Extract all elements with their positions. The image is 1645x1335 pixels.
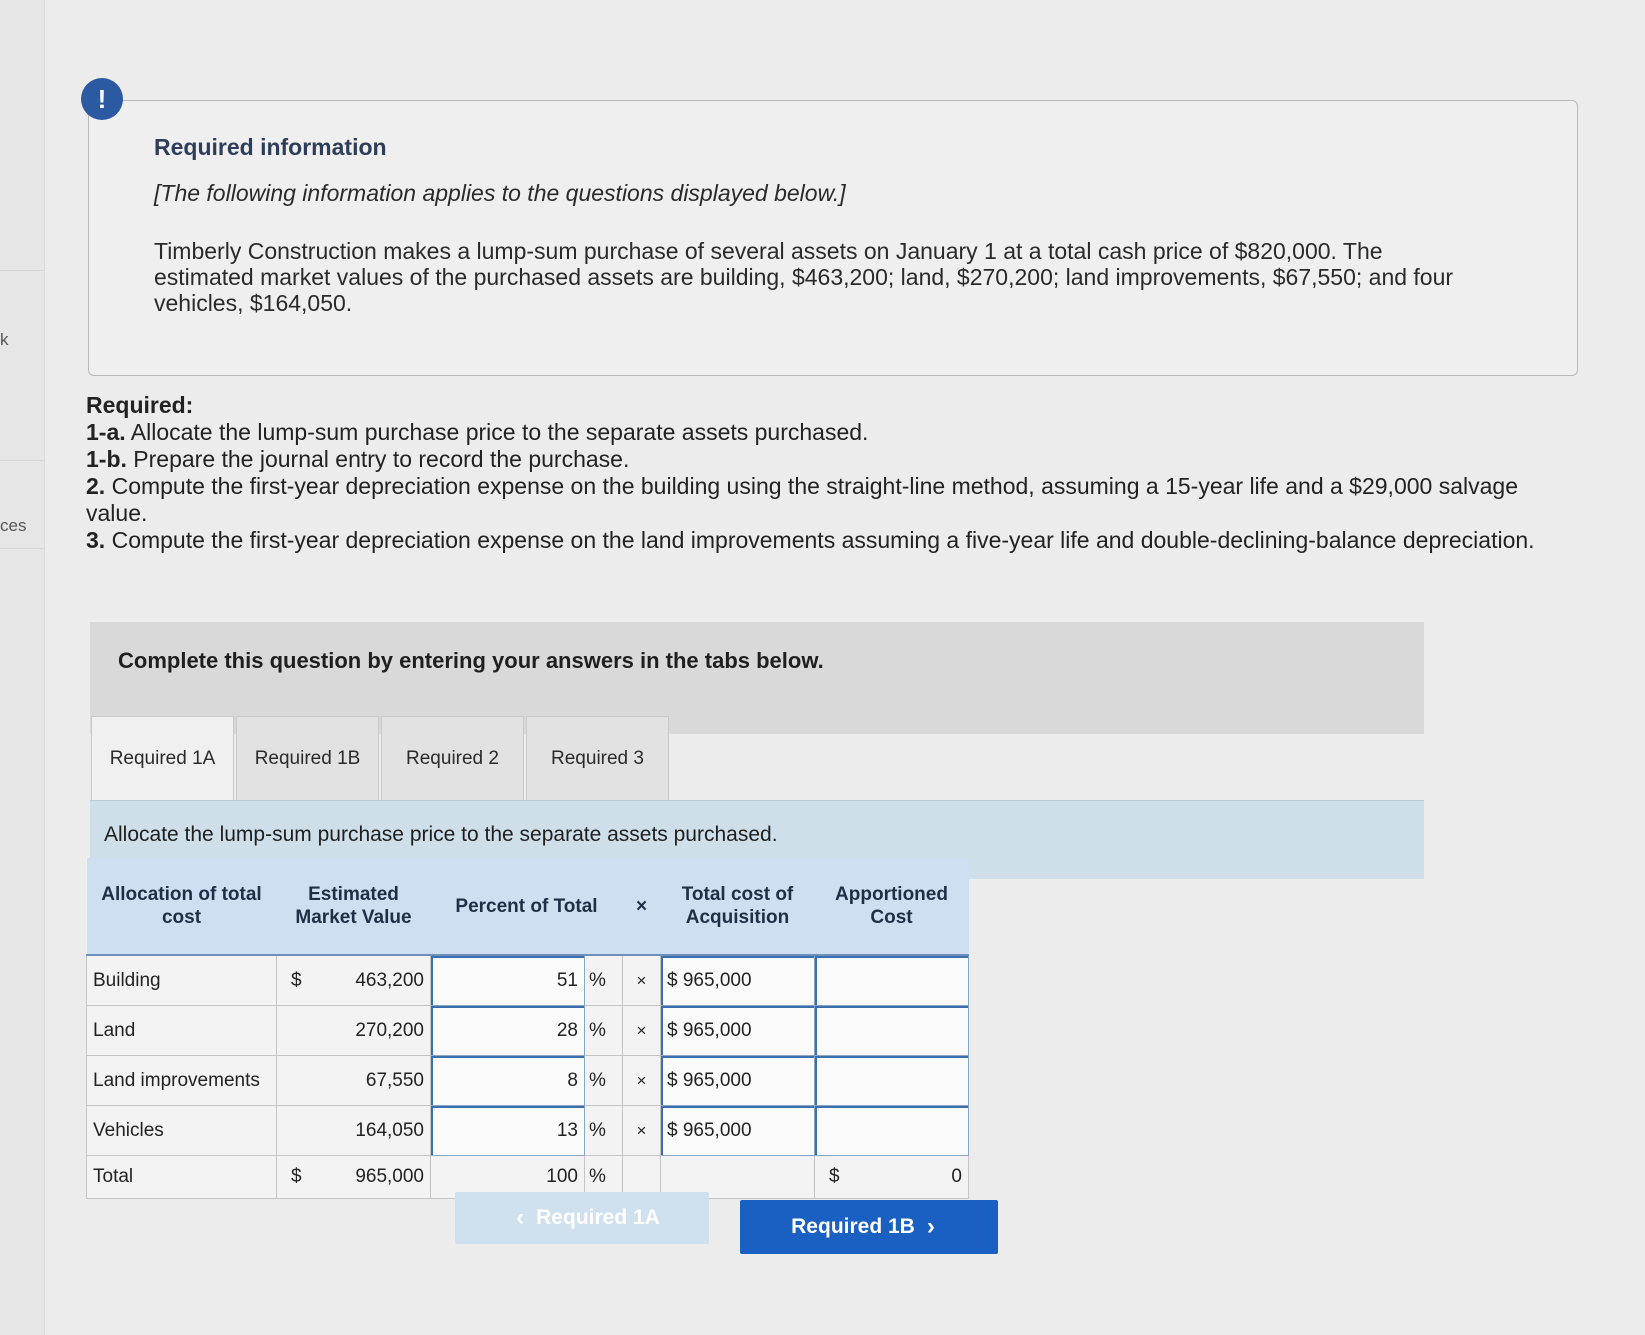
required-item-number: 2. xyxy=(86,473,106,499)
header-apportioned: Apportioned Cost xyxy=(815,858,969,955)
required-list xyxy=(86,392,1566,554)
percent-sign: % xyxy=(585,1156,623,1199)
info-subtitle: [The following information applies to the questions displayed below.] xyxy=(154,180,846,206)
tab-required-3[interactable]: Required 3 xyxy=(526,716,669,800)
left-edge-sidebar xyxy=(0,0,45,1335)
apportioned-cost-input[interactable] xyxy=(815,1106,969,1156)
table-header-row xyxy=(87,858,969,955)
table-row xyxy=(87,1006,969,1056)
required-item-number: 1-b. xyxy=(86,446,127,472)
sidebar-fragment[interactable]: k xyxy=(0,330,9,349)
market-value-cell xyxy=(277,955,431,1006)
header-allocation: Allocation of total cost xyxy=(87,858,277,955)
apportioned-cost-input[interactable] xyxy=(815,1056,969,1106)
tab-required-2[interactable]: Required 2 xyxy=(381,716,524,800)
required-heading: Required: xyxy=(86,392,194,418)
next-button[interactable] xyxy=(740,1200,998,1254)
instructions-text: Complete this question by entering your answers in the tabs below. xyxy=(118,648,824,673)
percent-input[interactable]: 51 xyxy=(431,955,585,1006)
market-value: 164,050 xyxy=(355,1119,424,1141)
prev-button-label: Required 1A xyxy=(536,1206,660,1229)
table-row xyxy=(87,955,969,1006)
market-value: 270,200 xyxy=(355,1019,424,1041)
market-value-cell xyxy=(277,1056,431,1106)
apportioned-cost-input[interactable] xyxy=(815,955,969,1006)
required-item xyxy=(86,473,1566,527)
info-body: Timberly Construction makes a lump-sum purchase of several assets on January 1 at a total cash price of $820,000. The estimated market values of the purchased assets are building, $463,200; land, $270,200; land improvements, $67,550; and four vehicles, $164,050. xyxy=(154,238,1454,316)
total-cost-input[interactable]: $ 965,000 xyxy=(661,1106,815,1156)
chevron-left-icon: ‹ xyxy=(516,1204,525,1231)
header-percent: Percent of Total xyxy=(431,858,623,955)
sidebar-divider xyxy=(0,270,44,271)
header-market-value: Estimated Market Value xyxy=(277,858,431,955)
market-value-cell xyxy=(277,1006,431,1056)
multiply-sign: × xyxy=(623,955,661,1006)
question-prompt: Allocate the lump-sum purchase price to the separate assets purchased. xyxy=(104,823,778,846)
row-label: Vehicles xyxy=(87,1106,277,1156)
row-label: Building xyxy=(87,955,277,1006)
currency-sign: $ xyxy=(291,1166,302,1187)
table-row xyxy=(87,1056,969,1106)
allocation-table xyxy=(86,858,969,1199)
percent-input[interactable]: 13 xyxy=(431,1106,585,1156)
percent-sign: % xyxy=(585,1056,623,1106)
currency-sign: $ xyxy=(291,969,302,991)
total-cost-input[interactable]: $ 965,000 xyxy=(661,1006,815,1056)
market-value-cell xyxy=(277,1106,431,1156)
total-percent: 100 xyxy=(431,1156,585,1199)
header-multiply: × xyxy=(623,858,661,955)
sidebar-divider xyxy=(0,460,44,461)
tab-required-1a[interactable]: Required 1A xyxy=(91,716,234,800)
total-market-cell xyxy=(277,1156,431,1199)
multiply-sign: × xyxy=(623,1056,661,1106)
required-item-text: Allocate the lump-sum purchase price to the separate assets purchased. xyxy=(130,419,869,445)
percent-sign: % xyxy=(585,955,623,1006)
required-item-text: Prepare the journal entry to record the purchase. xyxy=(133,446,630,472)
market-value: 67,550 xyxy=(365,1069,424,1091)
info-title: Required information xyxy=(154,134,387,160)
sidebar-fragment[interactable]: ces xyxy=(0,516,27,535)
multiply-sign: × xyxy=(623,1006,661,1056)
total-apportioned: 0 xyxy=(951,1166,962,1187)
chevron-right-icon: › xyxy=(926,1213,935,1240)
required-item-number: 1-a. xyxy=(86,419,126,445)
required-item-number: 3. xyxy=(86,527,106,553)
required-item xyxy=(86,527,1566,554)
row-label: Land xyxy=(87,1006,277,1056)
total-label: Total xyxy=(87,1156,277,1199)
total-cost-input[interactable]: $ 965,000 xyxy=(661,955,815,1006)
tab-required-1b[interactable]: Required 1B xyxy=(236,716,379,800)
total-apportioned-cell xyxy=(815,1156,969,1199)
required-item xyxy=(86,419,1566,446)
sidebar-divider xyxy=(0,548,44,549)
multiply-sign: × xyxy=(623,1106,661,1156)
apportioned-cost-input[interactable] xyxy=(815,1006,969,1056)
header-total-cost: Total cost of Acquisition xyxy=(661,858,815,955)
total-cost-input[interactable]: $ 965,000 xyxy=(661,1056,815,1106)
percent-input[interactable]: 28 xyxy=(431,1006,585,1056)
percent-sign: % xyxy=(585,1106,623,1156)
total-market-value: 965,000 xyxy=(355,1166,424,1187)
required-item xyxy=(86,446,1566,473)
percent-sign: % xyxy=(585,1006,623,1056)
prev-button[interactable] xyxy=(455,1192,709,1244)
next-button-label: Required 1B xyxy=(791,1215,915,1238)
market-value: 463,200 xyxy=(355,969,424,991)
row-label: Land improvements xyxy=(87,1056,277,1106)
alert-icon: ! xyxy=(81,78,123,120)
tab-strip xyxy=(91,716,671,800)
required-item-text: Compute the first-year depreciation expense on the building using the straight-line method, assuming a 15-year life and a $29,000 salvage value. xyxy=(86,473,1518,526)
table-row xyxy=(87,1106,969,1156)
required-item-text: Compute the first-year depreciation expense on the land improvements assuming a five-year life and double-declining-balance depreciation. xyxy=(111,527,1535,553)
percent-input[interactable]: 8 xyxy=(431,1056,585,1106)
currency-sign: $ xyxy=(829,1166,840,1187)
